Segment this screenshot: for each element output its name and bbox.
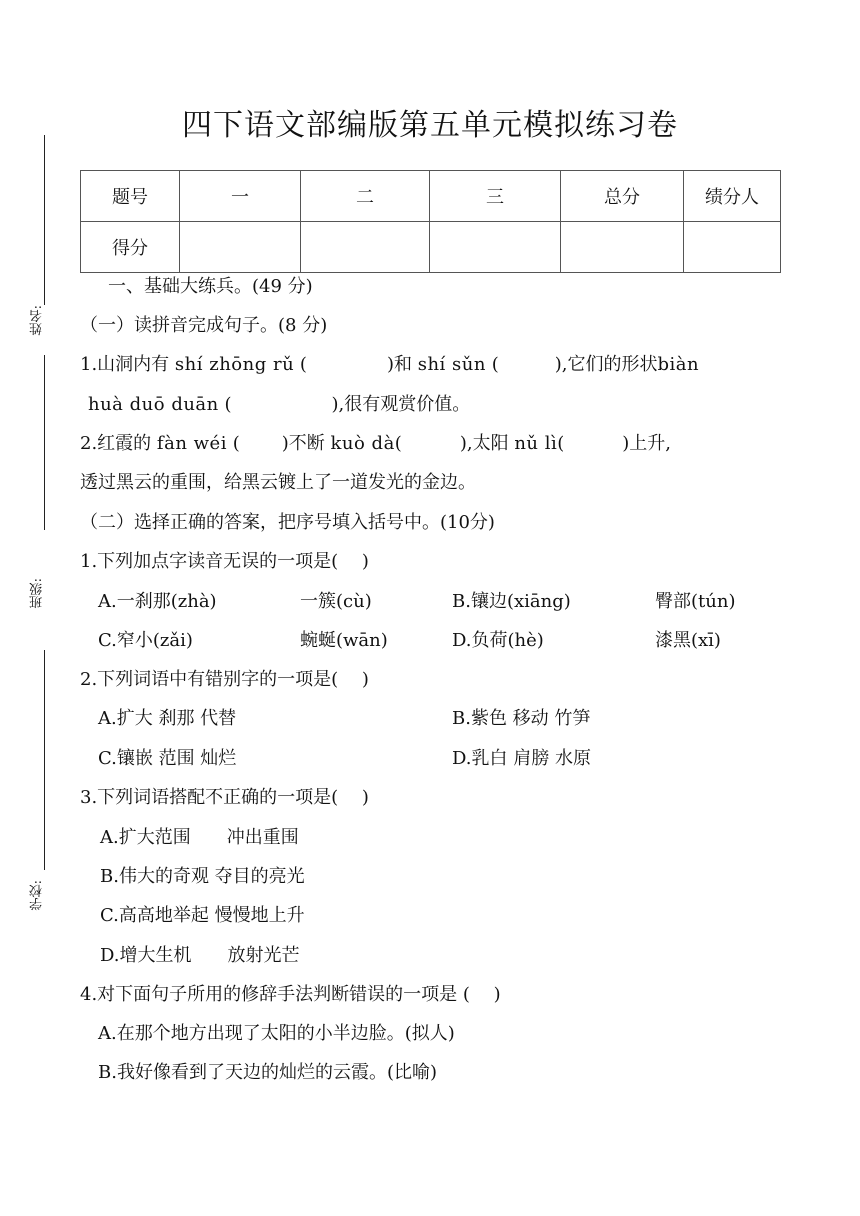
option[interactable]: B.我好像看到了天边的灿烂的云霞。(比喻) — [98, 1062, 437, 1083]
q2-text: 2.红霞的 — [80, 433, 152, 454]
part1-q2-line1 — [80, 432, 671, 456]
page-title: 四下语文部编版第五单元模拟练习卷 — [182, 108, 678, 143]
option[interactable]: D.负荷(hè) — [452, 630, 544, 651]
question-stem: 4.对下面句子所用的修辞手法判断错误的一项是 ( ) — [80, 984, 501, 1005]
option[interactable]: 一簇(cù) — [300, 591, 372, 612]
pinyin: huà duō duān — [88, 394, 219, 415]
option[interactable]: B.镶边(xiāng) — [452, 591, 571, 612]
blank-open: ( — [232, 433, 240, 454]
option[interactable]: 蜿蜒(wān) — [300, 630, 388, 651]
pinyin: shí sǔn — [417, 354, 486, 375]
blank-open: ( — [394, 433, 402, 454]
table-cell: 得分 — [81, 222, 180, 273]
score-input-cell[interactable] — [684, 222, 781, 273]
blank-close: )和 — [386, 354, 412, 375]
question-stem: 1.下列加点字读音无误的一项是( ) — [80, 551, 369, 572]
blank-close: )不断 — [281, 433, 325, 454]
binding-line-middle — [44, 355, 45, 530]
score-table — [80, 170, 781, 273]
option[interactable]: D.乳白 肩膀 水原 — [452, 748, 591, 769]
option[interactable]: A.扩大 刹那 代替 — [98, 708, 237, 729]
option[interactable]: 漆黑(xī) — [655, 630, 721, 651]
pinyin: shí zhōng rǔ — [174, 354, 295, 375]
section1-heading: 一、基础大练兵。(49 分) — [108, 276, 313, 297]
blank-close: ),很有观赏价值。 — [331, 394, 471, 415]
blank-close: ),太阳 — [459, 433, 509, 454]
q1-text: 1.山洞内有 — [80, 354, 170, 375]
question-stem: 2.下列词语中有错别字的一项是( ) — [80, 669, 369, 690]
blank-open: ( — [557, 433, 565, 454]
table-cell: 绩分人 — [684, 171, 781, 222]
part1-q2-line2: 透过黑云的重围，给黑云镀上了一道发光的金边。 — [80, 472, 476, 493]
option[interactable]: C.镶嵌 范围 灿烂 — [98, 748, 237, 769]
option[interactable]: A.一刹那(zhà) — [98, 591, 217, 612]
option[interactable]: A.扩大范围 冲出重围 — [100, 827, 299, 848]
score-input-cell[interactable] — [561, 222, 684, 273]
pinyin: kuò dà — [330, 433, 395, 454]
part2-heading: （二）选择正确的答案，把序号填入括号中。(10分) — [80, 512, 495, 533]
pinyin: nǔ lì — [514, 433, 558, 454]
option[interactable]: D.增大生机 放射光芒 — [100, 945, 300, 966]
score-input-cell[interactable] — [301, 222, 430, 273]
score-input-cell[interactable] — [430, 222, 561, 273]
binding-line-bottom — [44, 650, 45, 870]
table-cell: 二 — [301, 171, 430, 222]
class-label: 班级: — [30, 578, 45, 609]
table-cell: 一 — [180, 171, 301, 222]
blank-close: )上升, — [622, 433, 672, 454]
option[interactable]: B.紫色 移动 竹笋 — [452, 708, 591, 729]
score-input-cell[interactable] — [180, 222, 301, 273]
question-stem: 3.下列词语搭配不正确的一项是( ) — [80, 787, 369, 808]
binding-line-top — [44, 135, 45, 305]
part1-q1-line2 — [88, 393, 470, 417]
pinyin: fàn wéi — [156, 433, 227, 454]
blank-open: ( — [299, 354, 307, 375]
blank-close: ),它们的形状 — [554, 354, 658, 375]
option[interactable]: B.伟大的奇观 夺目的亮光 — [100, 866, 305, 887]
school-label: 学校: — [30, 880, 45, 911]
name-label: 姓名: — [30, 305, 45, 336]
score-table-header-row — [81, 171, 781, 222]
option[interactable]: C.高高地举起 慢慢地上升 — [100, 905, 305, 926]
table-cell: 三 — [430, 171, 561, 222]
blank-open: ( — [224, 394, 232, 415]
part1-heading: （一）读拼音完成句子。(8 分) — [80, 315, 328, 336]
option[interactable]: 臀部(tún) — [655, 591, 736, 612]
option[interactable]: A.在那个地方出现了太阳的小半边脸。(拟人) — [98, 1023, 455, 1044]
option[interactable]: C.窄小(zǎi) — [98, 630, 193, 651]
blank-open: ( — [491, 354, 499, 375]
table-cell: 总分 — [561, 171, 684, 222]
pinyin: biàn — [657, 354, 700, 375]
score-table-score-row — [81, 222, 781, 273]
part1-q1-line1 — [80, 353, 699, 377]
table-cell: 题号 — [81, 171, 180, 222]
